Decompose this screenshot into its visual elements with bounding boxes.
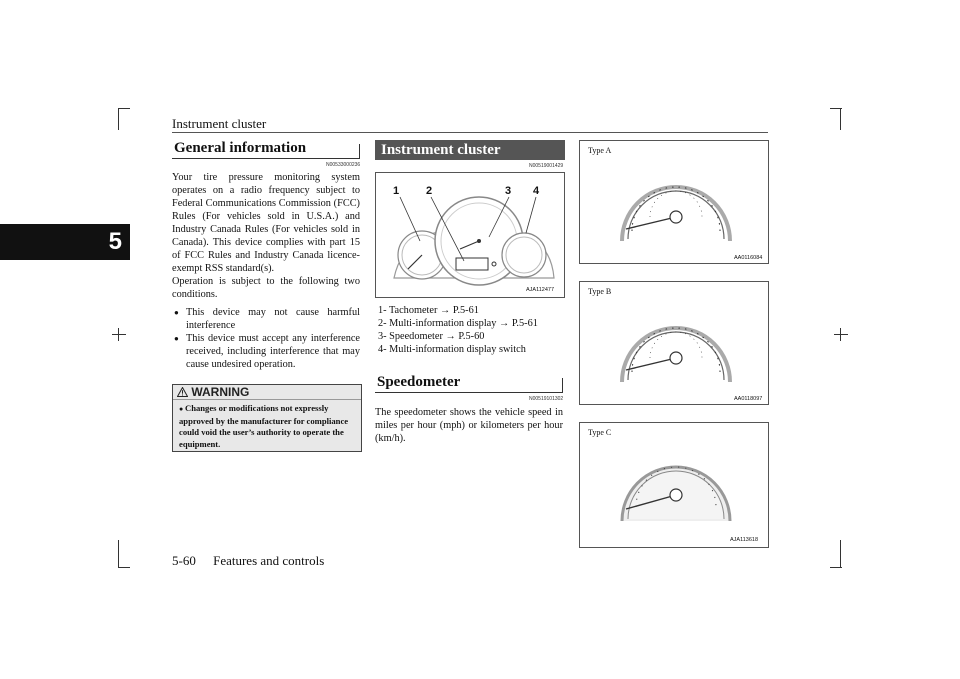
registration-mark <box>840 328 841 341</box>
heading-bar <box>359 144 360 158</box>
type-c-figure <box>579 422 769 548</box>
figure-label: Type B <box>588 287 612 296</box>
figure-code: AJA113618 <box>730 537 759 543</box>
speedometer-heading <box>375 374 563 393</box>
warning-box <box>172 384 362 452</box>
registration-mark <box>118 328 119 341</box>
crop-mark <box>118 108 119 130</box>
type-b-figure <box>579 281 769 405</box>
general-information-heading <box>172 140 360 159</box>
page-header-title: Instrument cluster <box>172 116 267 131</box>
page-footer <box>172 553 324 569</box>
callout-2: 2 <box>426 185 433 197</box>
conditions-paragraph: Operation is subject to the following two conditions. <box>172 276 360 300</box>
heading-text: General information <box>174 140 307 156</box>
type-a-figure <box>579 140 769 264</box>
figure-code: AA0116084 <box>734 255 763 261</box>
fcc-paragraph: Your tire pressure monitoring system operates on a radio frequency subject to Federal Communications Commission (FCC) Rules (For vehicles sold in U.S.A.) and Industry Canada Rules (For vehicles sold in Canada). This device complies with part 15 of FCC Rules and Industry Canada licence-exempt RSS standard(s). <box>172 172 360 274</box>
registration-mark <box>834 334 848 335</box>
section-code: N00519001429 <box>529 163 564 169</box>
warning-text: ● Changes or modifications not expressly approved by the manufacturer for compliance could void the user’s authority to operate the equipment. <box>179 403 349 449</box>
speedometer-dial-illustration <box>580 141 768 263</box>
conditions-list <box>172 306 360 371</box>
page-number: 5-60 <box>172 553 196 568</box>
figure-code: AJA112477 <box>526 287 555 293</box>
chapter-tab: 5 <box>0 224 130 260</box>
speedometer-dial-illustration <box>580 282 768 404</box>
speedometer-paragraph: The speedometer shows the vehicle speed in miles per hour (mph) or kilometers per hour (km/h). <box>375 407 563 444</box>
crop-mark <box>840 108 841 130</box>
warning-header <box>177 385 249 399</box>
callout-3: 3 <box>505 185 512 197</box>
crop-mark <box>118 540 119 568</box>
list-item: 1- Tachometer → P.5-61 <box>378 305 479 316</box>
crop-mark <box>830 567 842 568</box>
crop-mark <box>118 108 130 109</box>
warning-rule <box>173 399 361 400</box>
instrument-cluster-heading <box>375 140 565 160</box>
figure-code: AA0118097 <box>734 396 763 402</box>
figure-label: Type A <box>588 146 612 155</box>
list-item: 2- Multi-information display → P.5-61 <box>378 318 538 329</box>
header-rule <box>172 132 768 133</box>
section-code: N00519101302 <box>529 396 564 402</box>
warning-title: WARNING <box>191 385 250 399</box>
heading-text: Instrument cluster <box>381 142 501 158</box>
section-code: N00533000236 <box>326 162 361 168</box>
callout-4: 4 <box>533 185 540 197</box>
list-item: ● This device may not cause harmful interference <box>172 306 360 332</box>
cluster-parts-list <box>378 304 538 356</box>
figure-label: Type C <box>588 428 612 437</box>
callout-1: 1 <box>393 185 400 197</box>
crop-mark <box>830 108 842 109</box>
list-item: 3- Speedometer → P.5-60 <box>378 331 485 342</box>
registration-mark <box>112 334 126 335</box>
warning-triangle-icon <box>177 385 191 399</box>
heading-text: Speedometer <box>377 374 461 390</box>
warning-body: Changes or modifications not expressly approved by the manufacturer for compliance could void the user’s authority to operate the equipment. <box>179 403 349 449</box>
instrument-cluster-figure <box>375 172 565 298</box>
list-item: 4- Multi-information display switch <box>378 344 526 355</box>
list-item: ● This device must accept any interference received, including interference that may cause undesired operation. <box>172 332 360 371</box>
crop-mark <box>840 540 841 568</box>
crop-mark <box>118 567 130 568</box>
footer-section: Features and controls <box>213 553 325 568</box>
heading-bar <box>562 378 563 392</box>
speedometer-dial-illustration <box>580 423 768 547</box>
